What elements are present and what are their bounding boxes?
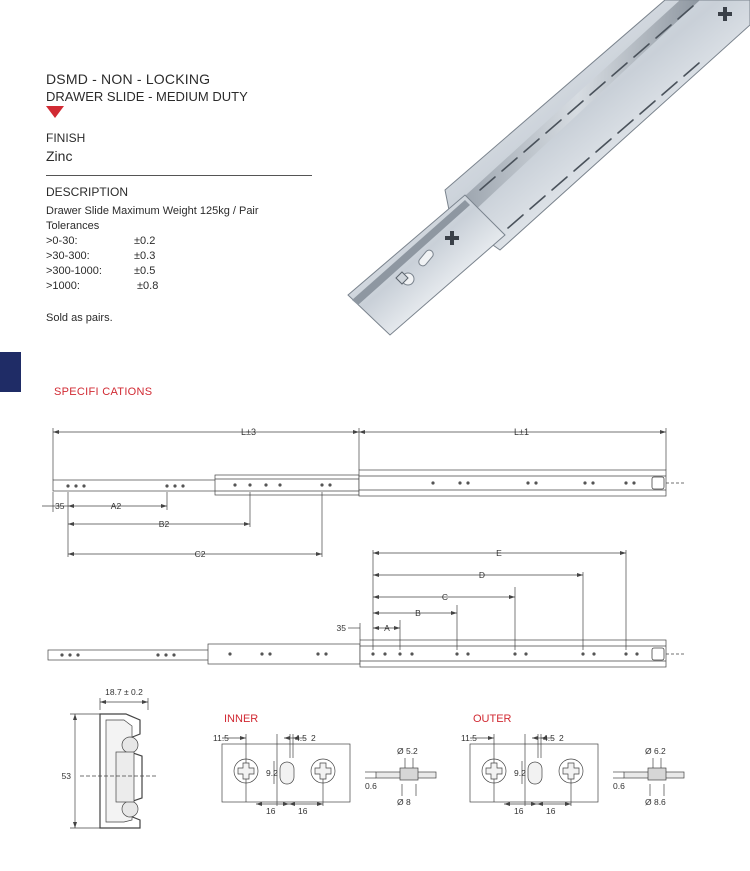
inner-dim-2: 2 [311,733,316,743]
page-subtitle: DRAWER SLIDE - MEDIUM DUTY [46,89,248,104]
inner-dim-16b: 16 [298,806,308,816]
sidebar-tab [0,352,21,392]
outer-dim-16a: 16 [514,806,524,816]
dim-D: D [478,570,486,580]
dim-B: B [415,608,421,618]
outer-dim-2: 2 [559,733,564,743]
tolerance-range: >300-1000: [46,265,102,277]
outer-dim-11-5: 11.5 [461,733,477,743]
outer-dia-small: Ø 6.2 [645,746,666,756]
tolerance-value: ±0.5 [134,265,156,277]
tolerance-row [46,265,155,277]
outer-dim-9-2: 9.2 [514,768,526,778]
inner-dim-9-2: 9.2 [266,768,278,778]
outer-thickness: 0.6 [613,781,625,791]
closed-slide-drawing [40,545,690,670]
profile-width: 18.7 ± 0.2 [105,687,143,697]
dim-L1: L±1 [514,427,529,437]
dim-35: 35 [55,501,65,511]
outer-dim-4-5: 4.5 [543,733,555,743]
finish-label: FINISH [46,131,86,145]
dim-B2: B2 [158,519,170,529]
dim-A: A [384,623,390,633]
tolerance-row [46,280,158,292]
divider [46,175,312,176]
tolerance-value: ±0.2 [134,235,156,247]
outer-hole-detail [458,728,698,828]
description-line: Tolerances [46,220,100,232]
inner-label: INNER [224,713,259,725]
tolerance-value: ±0.3 [134,250,156,262]
dim-A2: A2 [110,501,122,511]
inner-dia-small: Ø 5.2 [397,746,418,756]
outer-dim-16b: 16 [546,806,556,816]
dim-L3: L±3 [241,427,256,437]
outer-label: OUTER [473,713,512,725]
tolerance-row [46,250,155,262]
profile-section-drawing [60,680,170,840]
page-title: DSMD - NON - LOCKING [46,71,211,87]
inner-dia-large: Ø 8 [397,797,411,807]
dim-E: E [496,548,502,558]
tolerance-range: >0-30: [46,235,78,247]
dim-35: 35 [336,623,346,633]
inner-dim-4-5: 4.5 [295,733,307,743]
extended-slide-drawing [40,420,690,565]
inner-hole-detail [210,728,450,828]
description-line: Drawer Slide Maximum Weight 125kg / Pair [46,205,259,217]
specifications-label: SPECIFI CATIONS [54,386,153,398]
inner-thickness: 0.6 [365,781,377,791]
inner-dim-11-5: 11.5 [213,733,229,743]
inner-dim-16a: 16 [266,806,276,816]
description-label: DESCRIPTION [46,185,129,199]
tolerance-value: ±0.8 [137,280,159,292]
tolerance-range: >30-300: [46,250,90,262]
finish-value: Zinc [46,148,73,164]
sold-as-pairs-note: Sold as pairs. [46,312,113,324]
dim-C: C [441,592,449,602]
tolerance-range: >1000: [46,280,80,292]
tolerance-row [46,235,155,247]
profile-height: 53 [61,771,71,781]
red-triangle-icon [46,106,64,118]
outer-dia-large: Ø 8.6 [645,797,666,807]
drawer-slide-render [330,0,750,345]
dim-C2: C2 [194,549,206,559]
